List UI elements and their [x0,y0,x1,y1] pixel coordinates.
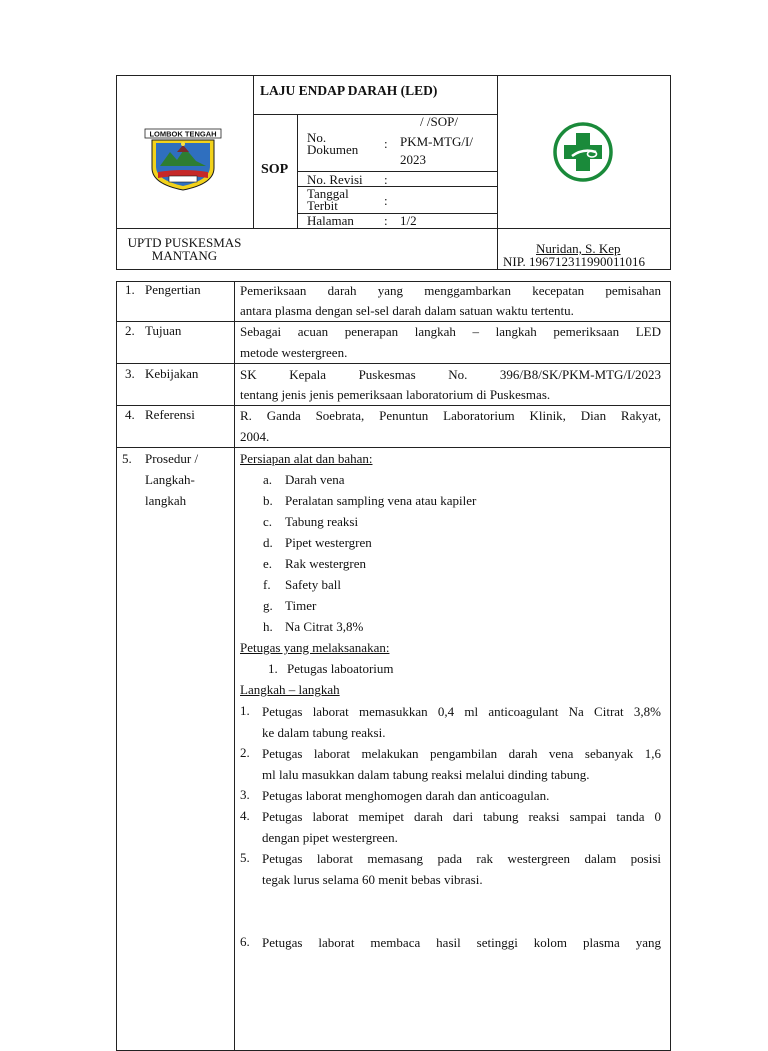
signer-nip: NIP. 196712311990011016 [503,254,646,269]
doc-no-value-line3: 2023 [400,152,426,167]
section-2-number: 2. [125,323,135,338]
doc-no-colon: : [384,136,388,151]
staff-item: Petugas laboatorium [287,661,394,676]
section-5-label-line3: langkah [145,493,187,508]
page-label: Halaman [307,213,354,228]
section-5-label-line1: Prosedur / [145,451,199,466]
issued-label-line2: Terbit [307,198,338,213]
material-item: Na Citrat 3,8% [285,619,364,634]
material-item: Pipet westergren [285,535,372,550]
section-4-number: 4. [125,407,135,422]
logo-text: LOMBOK TENGAH [149,129,217,139]
section-4-text-line1: R. Ganda Soebrata, Penuntun Laboratorium Klinik, Dian Rakyat, [240,408,661,423]
step-number: 1. [240,703,250,718]
step-text-line2: tegak lurus selama 60 menit bebas vibrasi. [262,872,483,887]
material-item: Peralatan sampling vena atau kapiler [285,493,477,508]
material-item: Safety ball [285,577,341,592]
puskesmas-logo [552,121,614,183]
section-1-number: 1. [125,282,135,297]
section-3-text-line2: tentang jenis jenis pemeriksaan laboratorium di Puskesmas. [240,387,551,402]
step-text-line1: Petugas laborat memasang pada rak westergreen dalam posisi [262,851,661,866]
step-text-line2: dengan pipet westergreen. [262,830,398,845]
staff-number: 1. [268,661,278,676]
lombok-tengah-logo [144,128,222,192]
material-letter: a. [263,472,273,487]
material-letter: e. [263,556,273,571]
issued-colon: : [384,193,388,208]
steps-heading: Langkah – langkah [240,682,340,697]
step-text-line2: ke dalam tabung reaksi. [262,725,386,740]
material-item: Rak westergren [285,556,366,571]
document-title: LAJU ENDAP DARAH (LED) [260,83,438,98]
step-text-line1: Petugas laborat membaca hasil setinggi kolom plasma yang [262,935,661,950]
section-1-text-line1: Pemeriksaan darah yang menggambarkan kecepatan pemisahan [240,283,661,298]
section-3-text-line1: SK Kepala Puskesmas No. 396/B8/SK/PKM-MTG/I/2023 [240,367,661,382]
doc-no-value-line2: PKM-MTG/I/ [400,134,473,149]
material-letter: b. [263,493,273,508]
doc-no-label-line2: Dokumen [307,142,359,157]
section-2-label: Tujuan [145,323,182,338]
materials-heading: Persiapan alat dan bahan: [240,451,373,466]
sop-label: SOP [261,162,289,177]
material-letter: d. [263,535,273,550]
material-item: Tabung reaksi [285,514,359,529]
step-text-line1: Petugas laborat melakukan pengambilan darah vena sebanyak 1,6 [262,746,661,761]
section-1-label: Pengertian [145,282,201,297]
material-item: Darah vena [285,472,345,487]
org-name-line2: MANTANG [151,248,218,263]
step-text-line1: Petugas laborat memipet darah dari tabung reaksi sampai tanda 0 [262,809,661,824]
section-3-number: 3. [125,366,135,381]
doc-no-value-line1: / /SOP/ [420,114,458,129]
issued-label-line1: Tanggal [307,186,349,201]
step-text-line1: Petugas laborat memasukkan 0,4 ml anticoagulant Na Citrat 3,8% [262,704,661,719]
page-value: 1/2 [400,213,417,228]
page-colon: : [384,213,388,228]
section-2-text-line1: Sebagai acuan penerapan langkah – langkah pemeriksaan LED [240,324,661,339]
step-number: 5. [240,850,250,865]
section-4-text-line2: 2004. [240,429,270,444]
org-name-line1: UPTD PUSKESMAS [127,235,242,250]
section-5-number: 5. [122,451,132,466]
section-5-label-line2: Langkah- [145,472,195,487]
section-1-text-line2: antara plasma dengan sel-sel darah dalam satuan waktu tertentu. [240,303,574,318]
section-4-label: Referensi [145,407,195,422]
step-number: 3. [240,787,250,802]
doc-no-label-line1: No. [307,130,327,145]
material-letter: f. [263,577,271,592]
step-text-line1: Petugas laborat menghomogen darah dan anticoagulan. [262,788,550,803]
material-letter: g. [263,598,273,613]
revision-colon: : [384,172,388,187]
step-text-line2: ml lalu masukkan dalam tabung reaksi melalui dinding tabung. [262,767,590,782]
staff-heading: Petugas yang melaksanakan: [240,640,390,655]
step-number: 2. [240,745,250,760]
step-number: 6. [240,934,250,949]
material-item: Timer [285,598,317,613]
signer-name: Nuridan, S. Kep [536,241,621,256]
material-letter: c. [263,514,273,529]
material-letter: h. [263,619,273,634]
section-2-text-line2: metode westergreen. [240,345,348,360]
step-number: 4. [240,808,250,823]
section-3-label: Kebijakan [145,366,199,381]
revision-label: No. Revisi [307,172,363,187]
